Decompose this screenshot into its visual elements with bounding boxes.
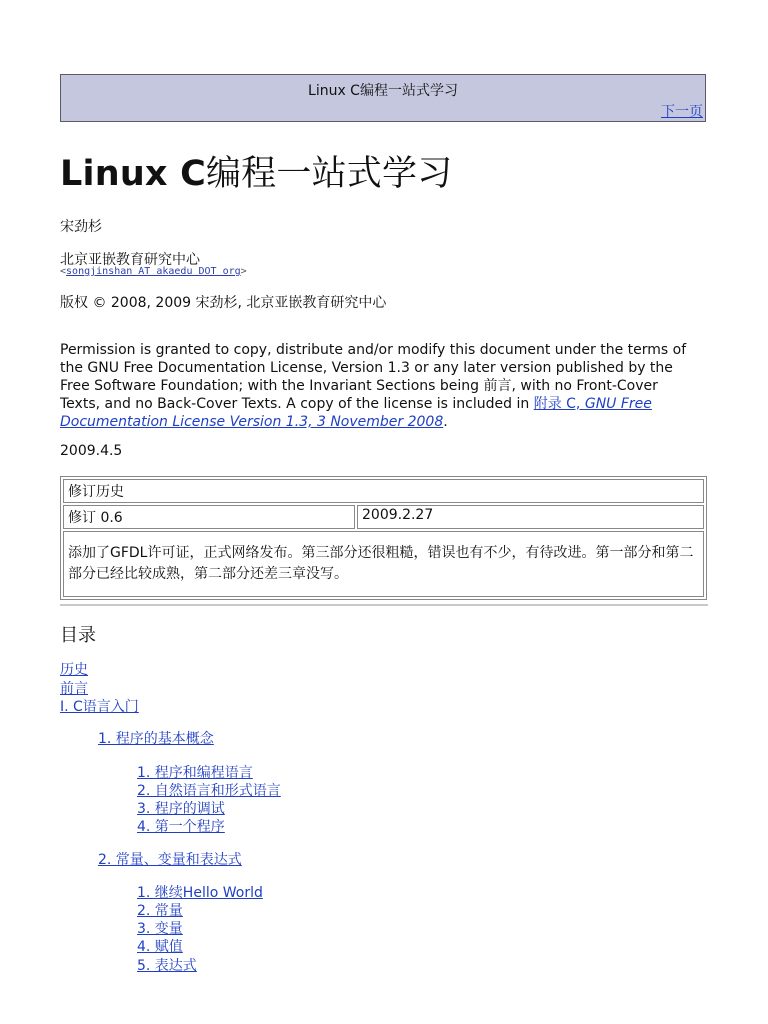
license-link-title: GNU Free Documentation License Version 1.3, 3 November 2008 (60, 396, 652, 430)
toc-link-section-1-4[interactable]: 4. 第一个程序 (137, 819, 225, 835)
book-title-cn: 编程一站式学习 (205, 154, 453, 194)
toc-link-history[interactable]: 历史 (60, 662, 88, 678)
toc-link-preface[interactable]: 前言 (60, 681, 88, 697)
book-title-latin: Linux C (60, 154, 206, 194)
email-link[interactable]: songjinshan AT akaedu DOT org (66, 266, 241, 277)
revision-number: 修订 0.6 (63, 505, 355, 529)
revision-date: 2009.2.27 (357, 505, 704, 529)
author-affiliation: 北京亚嵌教育研究中心 (60, 252, 200, 268)
toc-heading: 目录 (60, 625, 96, 646)
toc-link-chapter-1[interactable]: 1. 程序的基本概念 (98, 731, 214, 747)
nav-title: Linux C编程一站式学习 (308, 83, 458, 99)
toc-link-chapter-2[interactable]: 2. 常量、变量和表达式 (98, 852, 242, 868)
author-name: 宋劲杉 (60, 219, 102, 235)
email-close-bracket: > (240, 266, 247, 277)
toc-link-section-2-4[interactable]: 4. 赋值 (137, 939, 183, 955)
copyright-notice: 版权 © 2008, 2009 宋劲杉, 北京亚嵌教育研究中心 (60, 295, 387, 311)
toc-link-section-1-1[interactable]: 1. 程序和编程语言 (137, 765, 253, 781)
revision-remark: 添加了GFDL许可证，正式网络发布。第三部分还很粗糙，错误也有不少，有待改进。第一部分和第二部分已经比较成熟，第二部分还差三章没写。 (63, 531, 704, 597)
publication-date: 2009.4.5 (60, 443, 123, 459)
next-page-link[interactable]: 下一页 (661, 104, 703, 120)
toc-link-section-2-1[interactable]: 1. 继续Hello World (137, 885, 263, 901)
toc-link-section-1-3[interactable]: 3. 程序的调试 (137, 801, 225, 817)
legal-text-end: . (443, 414, 448, 430)
toc-link-section-1-2[interactable]: 2. 自然语言和形式语言 (137, 783, 281, 799)
toc-link-section-2-3[interactable]: 3. 变量 (137, 921, 183, 937)
toc-link-section-2-2[interactable]: 2. 常量 (137, 903, 183, 919)
revision-history-header: 修订历史 (63, 479, 704, 503)
legal-text: Permission is granted to copy, distribute and/or modify this document under the terms of the GNU Free Documentation License, Version 1.3 or any later version published by the Free Software Foundation; with the Invariant Sections being 前言, with no Front-Cover Texts, and no Back-Cover Texts. A copy of the license is included in (60, 342, 687, 412)
toc-link-section-2-5[interactable]: 5. 表达式 (137, 958, 197, 974)
toc-link-part-1[interactable]: I. C语言入门 (60, 699, 139, 715)
email-open-bracket: < (60, 266, 67, 277)
license-link-prefix: 附录 C, (533, 396, 585, 412)
